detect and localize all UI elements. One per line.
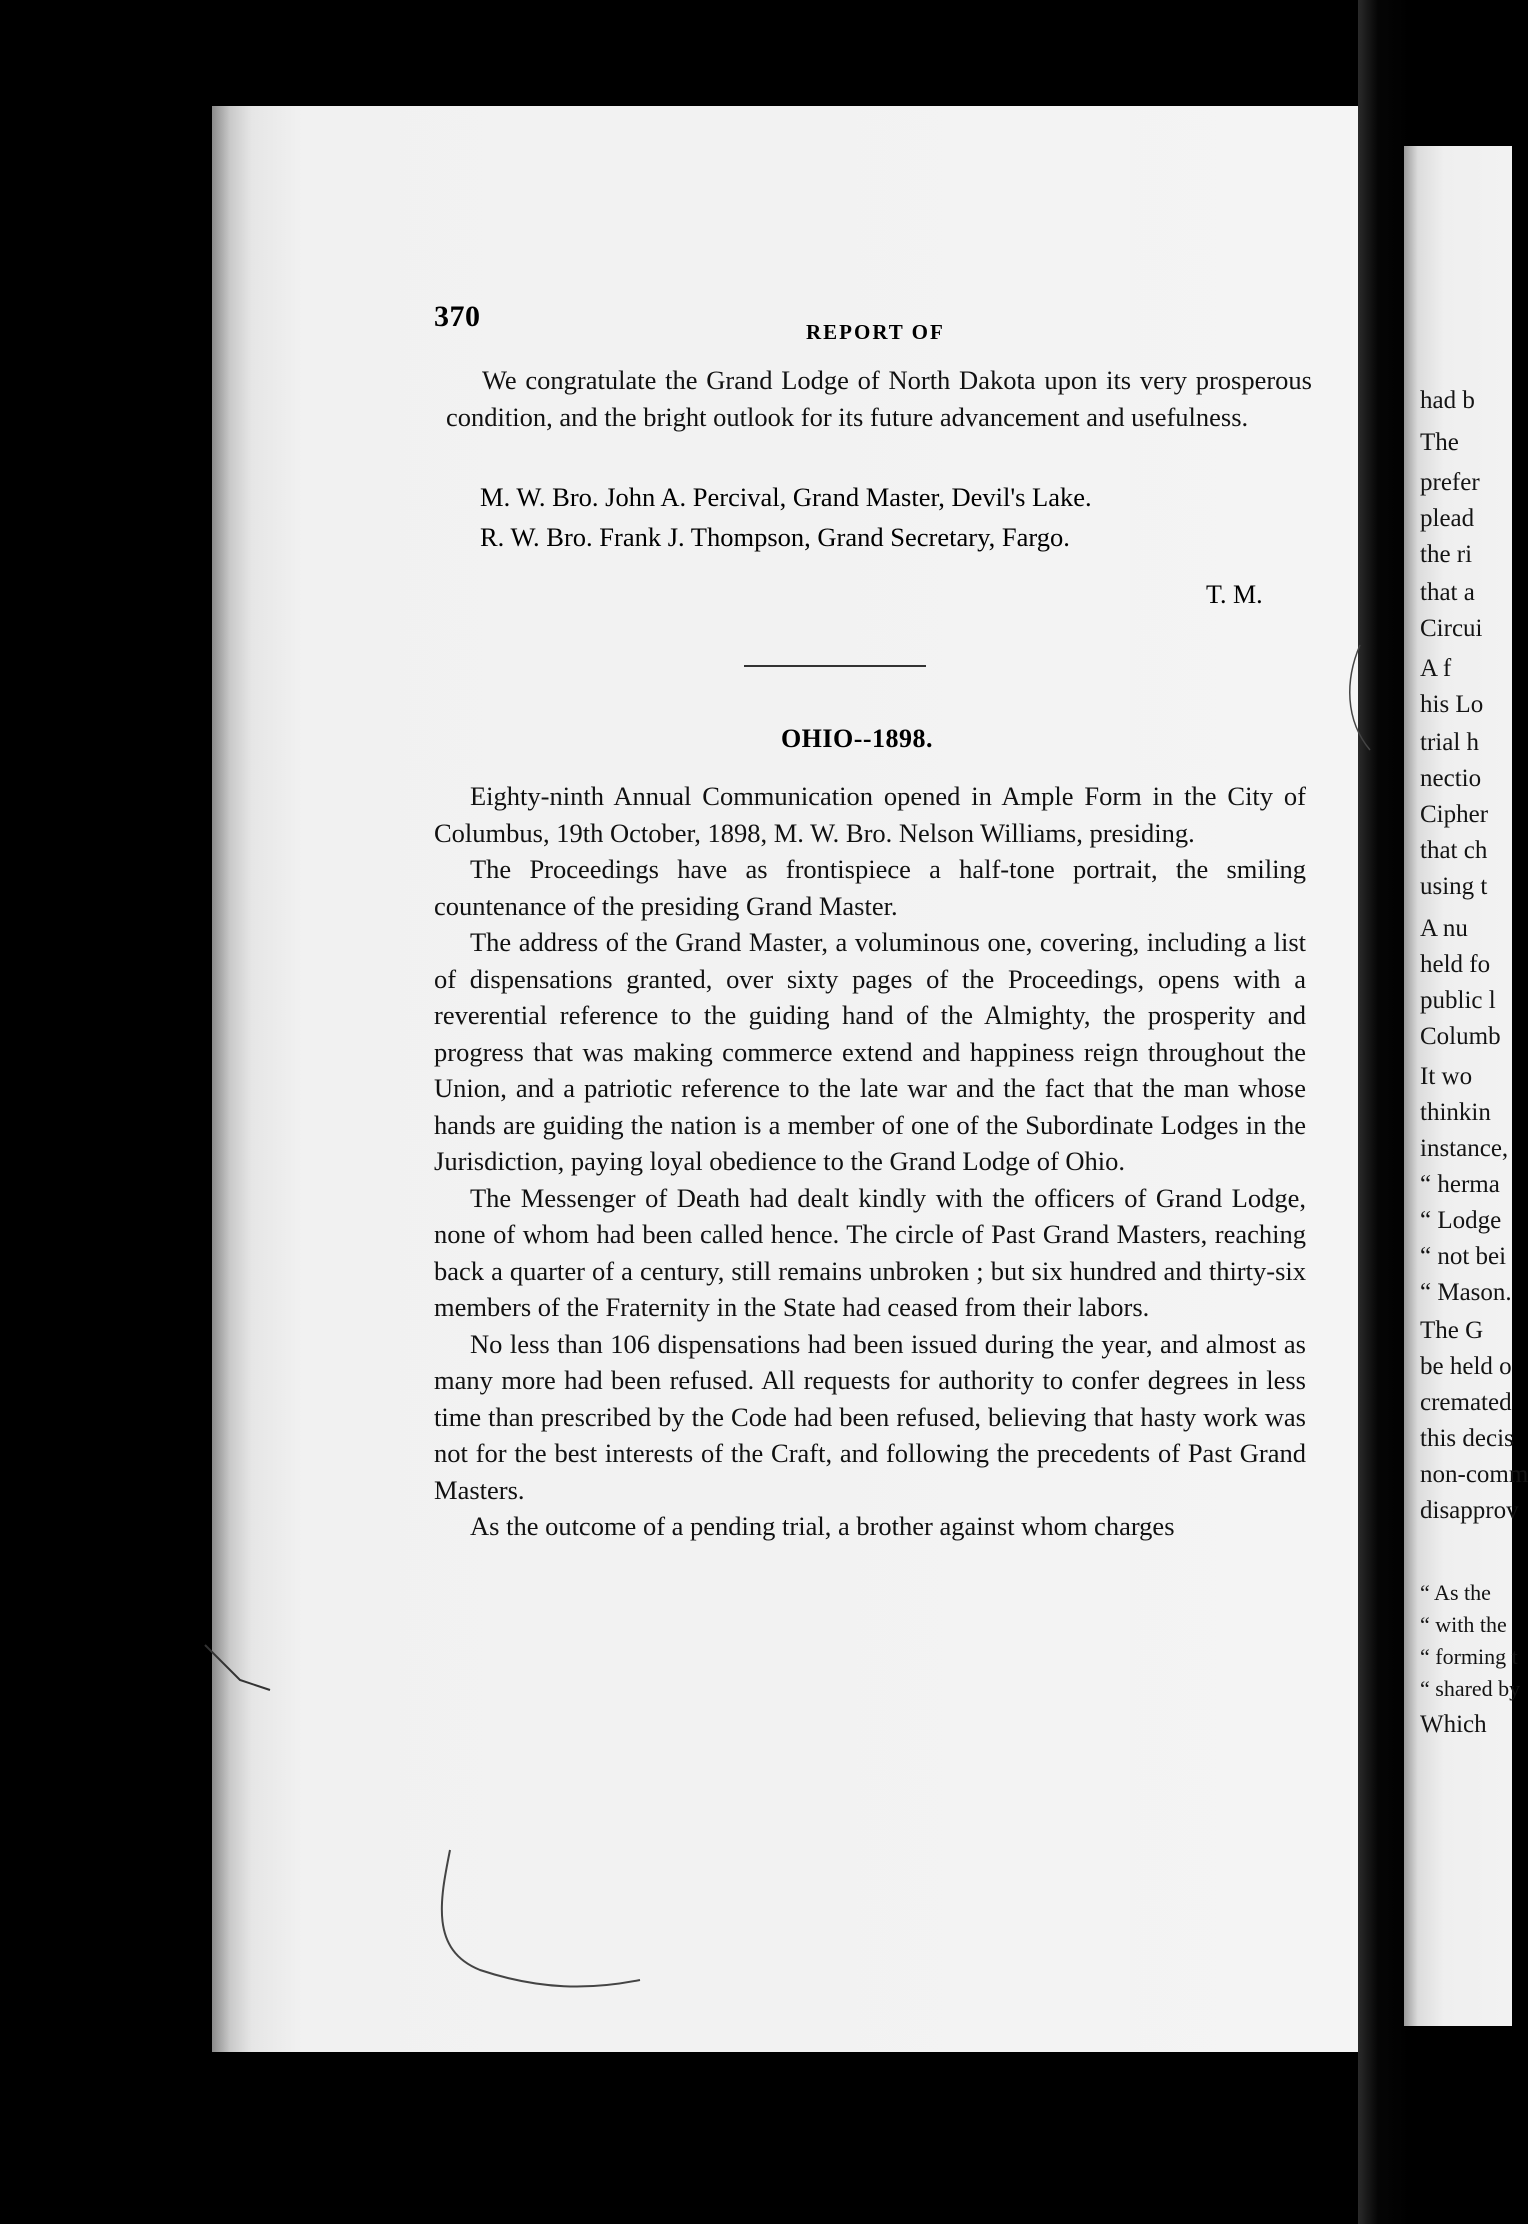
running-head: REPORT OF [806, 320, 945, 344]
scan-mark [200, 1640, 280, 1700]
facing-line: instance, [1420, 1135, 1509, 1162]
scan-mark [430, 1840, 670, 2010]
facing-line: prefer [1420, 469, 1480, 496]
facing-line: The G [1420, 1317, 1484, 1344]
section-divider [744, 665, 926, 667]
scan-mark [1340, 640, 1380, 760]
facing-line: that a [1420, 579, 1475, 606]
paragraph: The Messenger of Death had dealt kindly with the officers of Grand Lodge, none of whom had been called hence. The circle of Past Grand Masters, reaching back a quarter of a century, still remains unbroken ; but six hundred and thirty-six members of the Fraternity in the State had ceased from their labors. [434, 1182, 1306, 1322]
facing-line: “ herma [1420, 1171, 1500, 1198]
facing-line: non-comm [1420, 1461, 1528, 1488]
facing-line: Which [1420, 1711, 1487, 1738]
facing-line: thinkin [1420, 1099, 1491, 1126]
facing-line: “ As the [1420, 1580, 1491, 1605]
facing-page [1404, 146, 1528, 2026]
facing-line: disapprov [1420, 1497, 1519, 1524]
facing-line: “ forming t [1420, 1644, 1518, 1669]
facing-line: that ch [1420, 837, 1488, 864]
facing-line: Cipher [1420, 801, 1489, 828]
facing-line: the ri [1420, 541, 1473, 568]
facing-line: this decis [1420, 1425, 1514, 1452]
paragraph: We congratulate the Grand Lodge of North Dakota upon its very prosperous condition, and the bright outlook for its future advancement and usefulness. [446, 365, 1312, 432]
section-body [434, 778, 1306, 1545]
facing-line: be held o [1420, 1353, 1512, 1380]
reviewer-initials: T. M. [1206, 580, 1263, 609]
facing-line: using t [1420, 873, 1488, 900]
officer-grand-secretary: R. W. Bro. Frank J. Thompson, Grand Secretary, Fargo. [480, 522, 1070, 552]
facing-line: “ with the [1420, 1612, 1507, 1637]
facing-line: had b [1420, 387, 1475, 414]
page-header [434, 300, 1494, 344]
facing-line: cremated [1420, 1389, 1512, 1416]
facing-line: A nu [1420, 915, 1468, 942]
facing-line: “ not bei [1420, 1243, 1507, 1270]
paragraph: Eighty-ninth Annual Communication opened in Ample Form in the City of Columbus, 19th October, 1898, M. W. Bro. Nelson Williams, presiding. [434, 781, 1306, 848]
section-title: OHIO--1898. [780, 724, 934, 753]
facing-line: held fo [1420, 951, 1491, 978]
facing-line: nectio [1420, 765, 1482, 792]
facing-line: The [1420, 429, 1459, 456]
facing-line: “ Mason. [1420, 1279, 1512, 1306]
paragraph: The Proceedings have as frontispiece a half-tone portrait, the smiling countenance of the presiding Grand Master. [434, 854, 1306, 921]
facing-line: his Lo [1420, 691, 1484, 718]
paragraph: As the outcome of a pending trial, a brother against whom charges [470, 1511, 1175, 1541]
facing-line: It wo [1420, 1063, 1473, 1090]
facing-line: “ shared by [1420, 1676, 1521, 1701]
facing-line: Columb [1420, 1023, 1501, 1050]
paragraph: No less than 106 dispensations had been issued during the year, and almost as many more had been refused. All requests for authority to confer degrees in less time than prescribed by the Code had been refused, believing that hasty work was not for the best interests of the Craft, and following the precedents of Past Grand Masters. [434, 1328, 1306, 1505]
facing-line: public l [1420, 987, 1496, 1014]
page-number: 370 [434, 300, 481, 333]
intro-paragraph [446, 362, 1312, 435]
facing-line: A f [1420, 655, 1452, 682]
facing-line: Circui [1420, 615, 1483, 642]
facing-line: “ Lodge [1420, 1207, 1502, 1234]
officer-grand-master: M. W. Bro. John A. Percival, Grand Master, Devil's Lake. [480, 482, 1092, 512]
paragraph: The address of the Grand Master, a voluminous one, covering, including a list of dispensations granted, over sixty pages of the Proceedings, opens with a reverential reference to the guiding hand of the Almighty, the prosperity and progress that was making commerce extend and happiness reign throughout the Union, and a patriotic reference to the late war and the fact that the man whose hands are guiding the nation is a member of one of the Subordinate Lodges in the Jurisdiction, paying loyal obedience to the Grand Lodge of Ohio. [434, 927, 1306, 1176]
facing-line: trial h [1420, 729, 1480, 756]
facing-line: plead [1420, 505, 1475, 532]
